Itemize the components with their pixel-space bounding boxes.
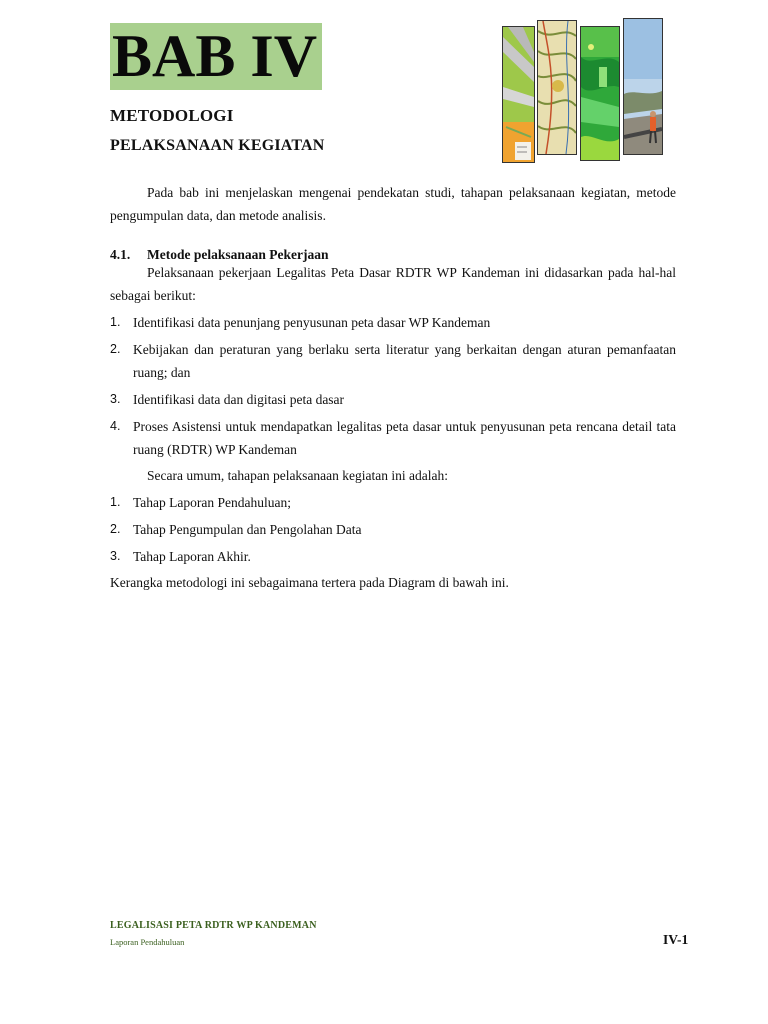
chapter-title-line1: METODOLOGI: [110, 106, 234, 125]
list-text: Tahap Laporan Akhir.: [133, 549, 251, 564]
stages-intro: Secara umum, tahapan pelaksanaan kegiatan ini adalah:: [147, 468, 448, 483]
intro-paragraph: Pada bab ini menjelaskan mengenai pendekatan studi, tahapan pelaksanaan kegiatan, metode pengumpulan data, dan metode analisis.: [110, 185, 676, 223]
list-number: 3.: [110, 549, 121, 563]
list-number: 3.: [110, 392, 121, 406]
header-image-strip: [502, 18, 662, 164]
list-item: [110, 518, 676, 541]
list-text: Tahap Pengumpulan dan Pengolahan Data: [133, 522, 362, 537]
list-item: [110, 388, 676, 411]
list-item: [110, 491, 676, 514]
survey-photo-4: [623, 18, 663, 155]
closing-paragraph: Kerangka metodologi ini sebagaimana tertera pada Diagram di bawah ini.: [110, 575, 509, 590]
list-number: 4.: [110, 419, 121, 433]
section-paragraph: Pelaksanaan pekerjaan Legalitas Peta Dasar RDTR WP Kandeman ini didasarkan pada hal-hal sebagai berikut:: [110, 265, 676, 303]
list-text: Tahap Laporan Pendahuluan;: [133, 495, 291, 510]
list-number: 2.: [110, 342, 121, 356]
list-number: 1.: [110, 495, 121, 509]
section-title: Metode pelaksanaan Pekerjaan: [147, 247, 329, 262]
map-image-2: [537, 20, 577, 155]
map-image-1: [502, 26, 535, 163]
terrain-image-3: [580, 26, 620, 161]
list-item: [110, 545, 676, 568]
footer-title: LEGALISASI PETA RDTR WP KANDEMAN: [110, 920, 317, 931]
page-number: IV-1: [663, 932, 689, 947]
footer-subtitle: Laporan Pendahuluan: [110, 937, 185, 947]
list-item: [110, 338, 676, 384]
list-item: [110, 311, 676, 334]
list-text: Identifikasi data dan digitasi peta dasar: [133, 392, 345, 407]
list-text: Proses Asistensi untuk mendapatkan legalitas peta dasar untuk penyusunan peta rencana detail tata ruang (RDTR) WP Kandeman: [133, 419, 676, 457]
list-number: 1.: [110, 315, 121, 329]
chapter-title-line2: PELAKSANAAN KEGIATAN: [110, 137, 325, 154]
list-number: 2.: [110, 522, 121, 536]
chapter-label: BAB IV: [110, 23, 322, 90]
section-number: 4.1.: [110, 247, 131, 262]
list-item: [110, 415, 676, 461]
list-text: Identifikasi data penunjang penyusunan peta dasar WP Kandeman: [133, 315, 491, 330]
list-text: Kebijakan dan peraturan yang berlaku serta literatur yang berkaitan dengan aturan pemanfaatan ruang; dan: [133, 342, 676, 380]
